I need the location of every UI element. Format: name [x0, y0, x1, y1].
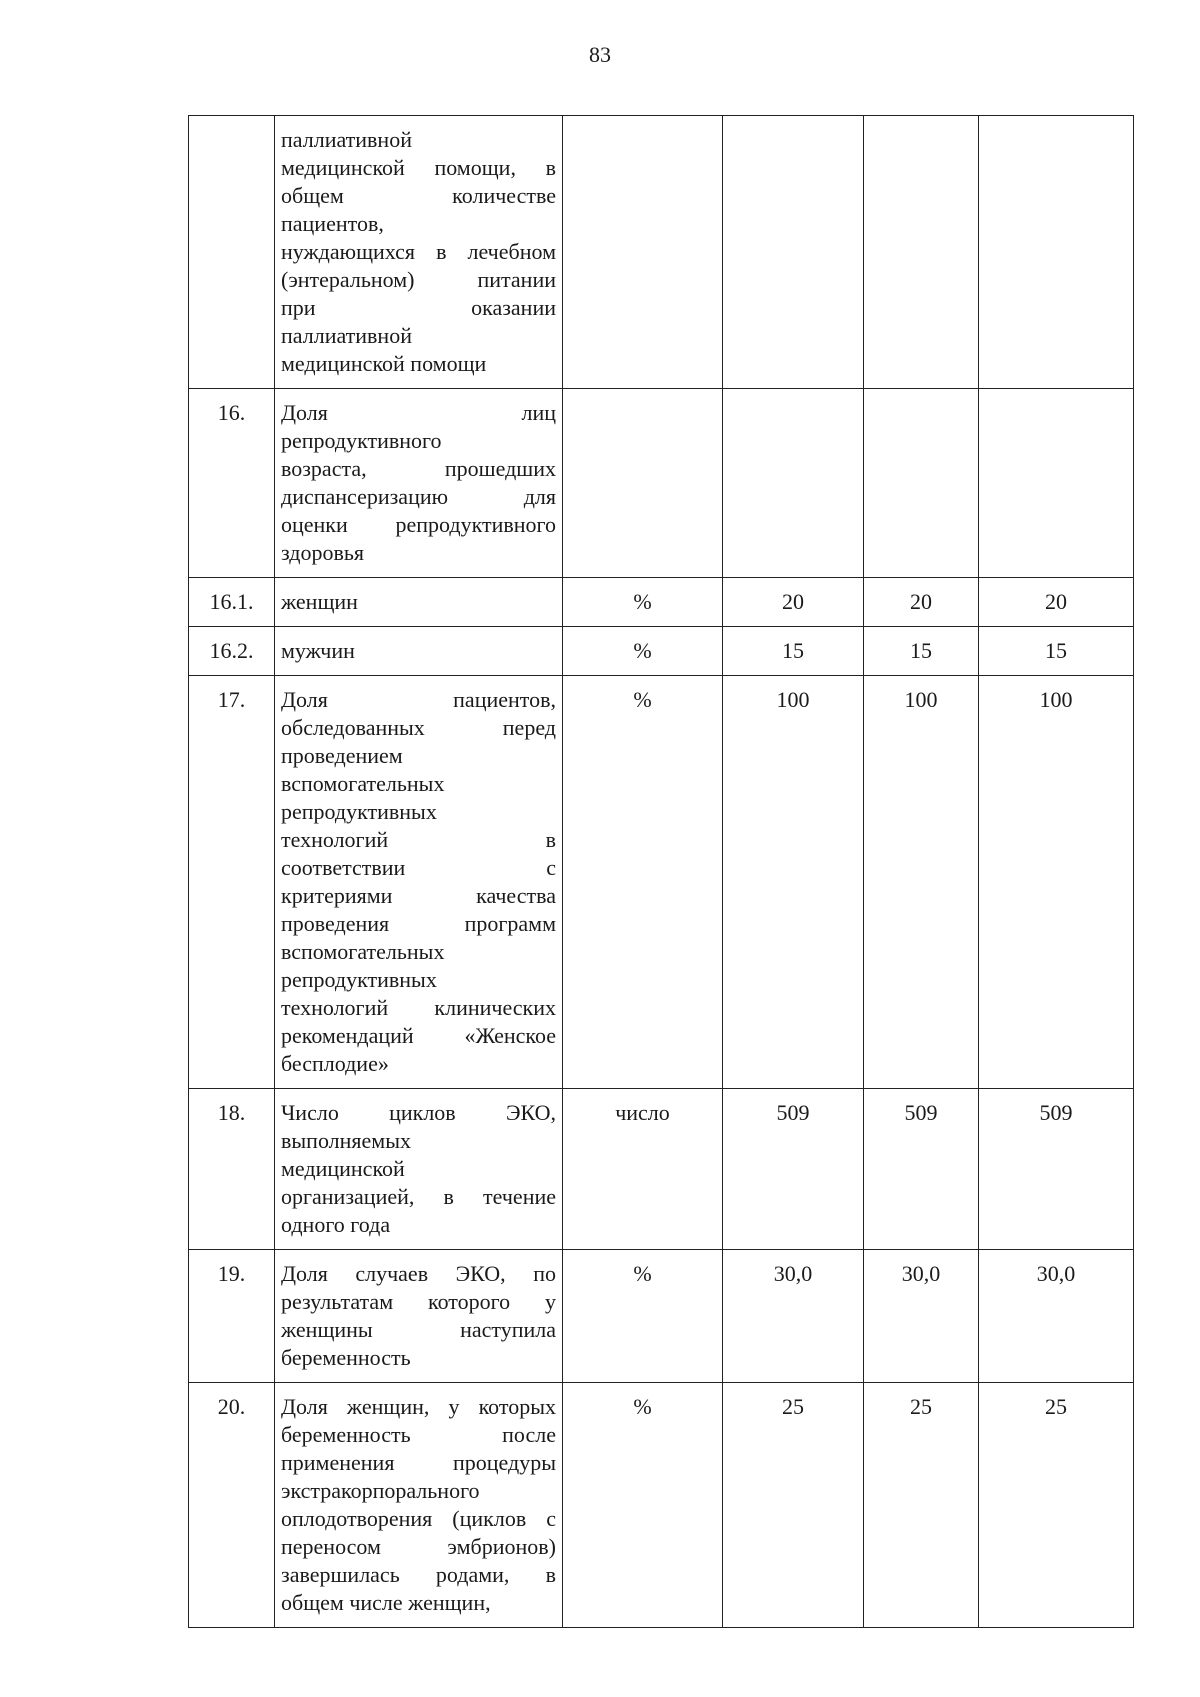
- description-line: паллиативной: [281, 323, 412, 348]
- value-cell-year-3: [979, 389, 1134, 578]
- value-cell-year-3: 30,0: [979, 1250, 1134, 1383]
- description-line: Доля пациентов,: [281, 687, 556, 712]
- description-line: нуждающихся в лечебном: [281, 239, 556, 264]
- value-cell-year-1: 20: [723, 578, 864, 627]
- description-line: выполняемых: [281, 1128, 411, 1153]
- description-line: репродуктивных: [281, 799, 437, 824]
- unit-cell: число: [563, 1089, 723, 1250]
- table-row: [189, 1250, 1134, 1383]
- unit-cell: %: [563, 1383, 723, 1628]
- indicator-description-cell: [275, 627, 563, 676]
- description-line: Доля лиц: [281, 400, 556, 425]
- row-number-cell: 16.1.: [189, 578, 275, 627]
- unit-cell: %: [563, 676, 723, 1089]
- description-line: (энтеральном) питании: [281, 267, 556, 292]
- description-line: проведения программ: [281, 911, 556, 936]
- row-number-cell: 16.: [189, 389, 275, 578]
- description-line: диспансеризацию для: [281, 484, 556, 509]
- description-line: женщин: [281, 589, 358, 614]
- description-line: Число циклов ЭКО,: [281, 1100, 556, 1125]
- value-cell-year-2: 509: [864, 1089, 979, 1250]
- description-line: технологий в: [281, 827, 556, 852]
- indicators-table-body: [189, 116, 1134, 1628]
- description-line: оплодотворения (циклов с: [281, 1506, 556, 1531]
- description-line: паллиативной: [281, 127, 412, 152]
- value-cell-year-2: 15: [864, 627, 979, 676]
- description-line: рекомендаций «Женское: [281, 1023, 556, 1048]
- description-line: завершилась родами, в: [281, 1562, 556, 1587]
- unit-cell: %: [563, 1250, 723, 1383]
- value-cell-year-2: [864, 116, 979, 389]
- description-line: женщины наступила: [281, 1317, 556, 1342]
- description-line: результатам которого у: [281, 1289, 556, 1314]
- indicator-description-cell: [275, 578, 563, 627]
- value-cell-year-1: 509: [723, 1089, 864, 1250]
- value-cell-year-2: 25: [864, 1383, 979, 1628]
- value-cell-year-1: 30,0: [723, 1250, 864, 1383]
- row-number-cell: 20.: [189, 1383, 275, 1628]
- description-line: репродуктивных: [281, 967, 437, 992]
- value-cell-year-1: 15: [723, 627, 864, 676]
- unit-cell: %: [563, 627, 723, 676]
- description-line: возраста, прошедших: [281, 456, 556, 481]
- description-line: общем числе женщин,: [281, 1590, 491, 1615]
- table-row: [189, 389, 1134, 578]
- description-line: оценки репродуктивного: [281, 512, 556, 537]
- value-cell-year-1: 25: [723, 1383, 864, 1628]
- description-line: бесплодие»: [281, 1051, 389, 1076]
- value-cell-year-2: [864, 389, 979, 578]
- value-cell-year-3: 20: [979, 578, 1134, 627]
- description-line: пациентов,: [281, 211, 384, 236]
- description-line: применения процедуры: [281, 1450, 556, 1475]
- unit-cell: [563, 116, 723, 389]
- indicator-description-cell: [275, 676, 563, 1089]
- unit-cell: %: [563, 578, 723, 627]
- row-number-cell: [189, 116, 275, 389]
- description-line: Доля случаев ЭКО, по: [281, 1261, 556, 1286]
- table-row: [189, 1089, 1134, 1250]
- value-cell-year-1: [723, 116, 864, 389]
- table-row: [189, 578, 1134, 627]
- description-line: репродуктивного: [281, 428, 442, 453]
- value-cell-year-1: [723, 389, 864, 578]
- row-number-cell: 19.: [189, 1250, 275, 1383]
- indicator-description-cell: [275, 1250, 563, 1383]
- table-row: [189, 676, 1134, 1089]
- value-cell-year-3: 15: [979, 627, 1134, 676]
- value-cell-year-2: 100: [864, 676, 979, 1089]
- value-cell-year-3: [979, 116, 1134, 389]
- description-line: медицинской помощи, в: [281, 155, 556, 180]
- description-line: экстракорпорального: [281, 1478, 480, 1503]
- value-cell-year-2: 30,0: [864, 1250, 979, 1383]
- description-line: проведением: [281, 743, 403, 768]
- description-line: технологий клинических: [281, 995, 556, 1020]
- value-cell-year-1: 100: [723, 676, 864, 1089]
- description-line: вспомогательных: [281, 939, 445, 964]
- description-line: организацией, в течение: [281, 1184, 556, 1209]
- indicator-description-cell: [275, 389, 563, 578]
- indicators-table: [188, 115, 1134, 1628]
- description-line: здоровья: [281, 540, 365, 565]
- table-row: [189, 1383, 1134, 1628]
- description-line: Доля женщин, у которых: [281, 1394, 556, 1419]
- table-row: [189, 116, 1134, 389]
- description-line: беременность после: [281, 1422, 556, 1447]
- value-cell-year-3: 100: [979, 676, 1134, 1089]
- description-line: медицинской: [281, 1156, 405, 1181]
- unit-cell: [563, 389, 723, 578]
- table-row: [189, 627, 1134, 676]
- indicator-description-cell: [275, 116, 563, 389]
- description-line: при оказании: [281, 295, 556, 320]
- description-line: беременность: [281, 1345, 411, 1370]
- indicator-description-cell: [275, 1383, 563, 1628]
- description-line: соответствии с: [281, 855, 556, 880]
- row-number-cell: 16.2.: [189, 627, 275, 676]
- value-cell-year-3: 509: [979, 1089, 1134, 1250]
- description-line: мужчин: [281, 638, 355, 663]
- description-line: медицинской помощи: [281, 351, 487, 376]
- indicator-description-cell: [275, 1089, 563, 1250]
- description-line: общем количестве: [281, 183, 556, 208]
- page-number: 83: [589, 42, 611, 67]
- description-line: переносом эмбрионов): [281, 1534, 556, 1559]
- description-line: обследованных перед: [281, 715, 556, 740]
- row-number-cell: 18.: [189, 1089, 275, 1250]
- value-cell-year-2: 20: [864, 578, 979, 627]
- row-number-cell: 17.: [189, 676, 275, 1089]
- description-line: вспомогательных: [281, 771, 445, 796]
- description-line: критериями качества: [281, 883, 556, 908]
- value-cell-year-3: 25: [979, 1383, 1134, 1628]
- description-line: одного года: [281, 1212, 391, 1237]
